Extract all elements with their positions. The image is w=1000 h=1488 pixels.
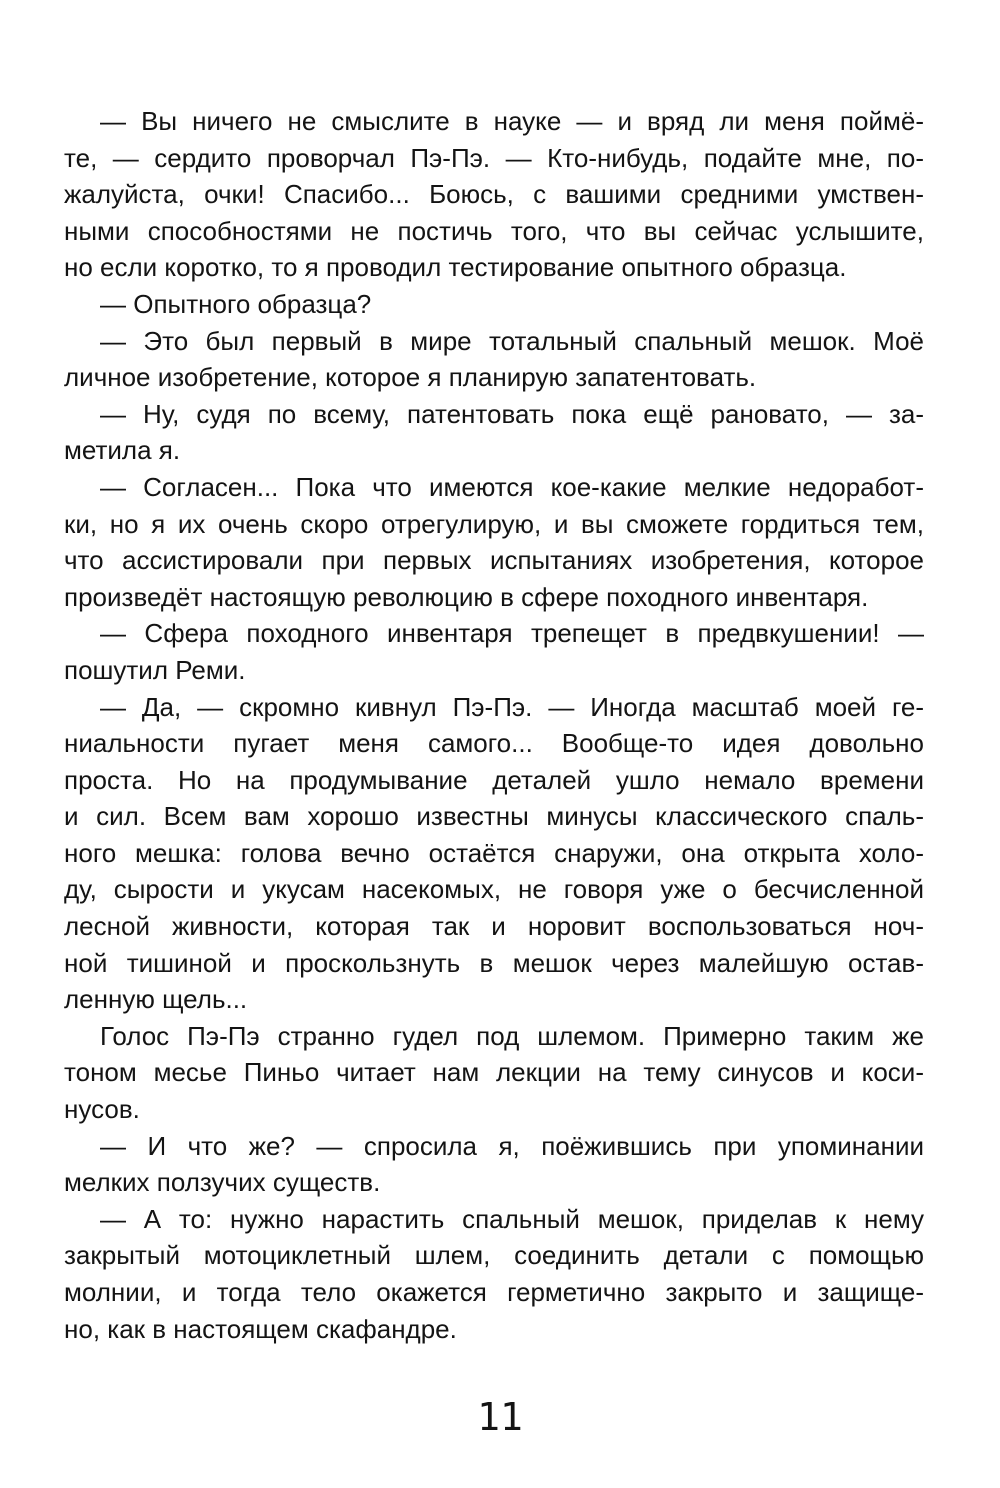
paragraph <box>64 1128 924 1201</box>
paragraph <box>64 689 924 1018</box>
paragraph <box>64 323 924 396</box>
text-line: ки, но я их очень скоро отрегулирую, и вы сможете гордиться тем, <box>64 508 924 539</box>
text-line: ленную щель... <box>64 984 248 1015</box>
text-line: — Опытного образца? <box>100 288 372 319</box>
text-line: — Согласен... Пока что имеются кое-какие мелкие недоработ- <box>100 471 924 502</box>
text-line: — Это был первый в мире тотальный спальный мешок. Моё <box>100 325 924 356</box>
text-line: закрытый мотоциклетный шлем, соединить детали с помощью <box>64 1240 924 1271</box>
text-line: проста. Но на продумывание деталей ушло немало времени <box>64 764 924 795</box>
paragraph <box>64 615 924 688</box>
text-line: ниальности пугает меня самого... Вообще-то идея довольно <box>64 728 924 759</box>
text-line: — Ну, судя по всему, патентовать пока ещё рановато, — за- <box>100 398 924 429</box>
text-line: тоном месье Пиньо читает нам лекции на тему синусов и коси- <box>64 1057 924 1088</box>
text-line: мелких ползучих существ. <box>64 1167 381 1198</box>
text-line: ными способностями не постичь того, что вы сейчас услышите, <box>64 215 924 246</box>
paragraph <box>64 286 924 323</box>
paragraph <box>64 103 924 286</box>
text-line: Голос Пэ-Пэ странно гудел под шлемом. Примерно таким же <box>100 1020 924 1051</box>
text-line: — Да, — скромно кивнул Пэ-Пэ. — Иногда масштаб моей ге- <box>100 691 924 722</box>
text-line: метила я. <box>64 435 181 466</box>
paragraph <box>64 1201 924 1347</box>
text-line: — И что же? — спросила я, поёжившись при упоминании <box>100 1130 924 1161</box>
text-line: произведёт настоящую революцию в сфере походного инвентаря. <box>64 581 869 612</box>
text-line: личное изобретение, которое я планирую запатентовать. <box>64 362 757 393</box>
text-line: — Сфера походного инвентаря трепещет в предвкушении! — <box>100 618 924 649</box>
text-line: но если коротко, то я проводил тестирование опытного образца. <box>64 252 847 283</box>
text-line: молнии, и тогда тело окажется герметично закрыто и защище- <box>64 1277 924 1307</box>
paragraph <box>64 1018 924 1128</box>
page-text <box>64 103 924 1347</box>
text-line: ной тишиной и проскользнуть в мешок через малейшую остав- <box>64 947 924 978</box>
paragraph <box>64 469 924 615</box>
text-line: и сил. Всем вам хорошо известны минусы классического спаль- <box>64 801 924 832</box>
text-line: но, как в настоящем скафандре. <box>64 1313 457 1344</box>
text-line: ду, сырости и укусам насекомых, не говоря уже о бесчисленной <box>64 874 924 905</box>
text-line: нусов. <box>64 1094 140 1125</box>
text-line: — А то: нужно нарастить спальный мешок, приделав к нему <box>100 1203 924 1234</box>
page-number: 11 <box>477 1395 523 1439</box>
text-line: — Вы ничего не смыслите в науке — и вряд ли меня поймё- <box>100 106 924 136</box>
text-line: пошутил Реми. <box>64 654 246 685</box>
text-line: лесной живности, которая так и норовит воспользоваться ноч- <box>64 911 924 942</box>
text-line: жалуйста, очки! Спасибо... Боюсь, с вашими средними умствен- <box>64 179 924 210</box>
text-line: ного мешка: голова вечно остаётся снаружи, она открыта холо- <box>64 837 924 868</box>
text-line: что ассистировали при первых испытаниях изобретения, которое <box>64 545 924 576</box>
text-line: те, — сердито проворчал Пэ-Пэ. — Кто-нибудь, подайте мне, по- <box>64 142 924 173</box>
paragraph <box>64 396 924 469</box>
